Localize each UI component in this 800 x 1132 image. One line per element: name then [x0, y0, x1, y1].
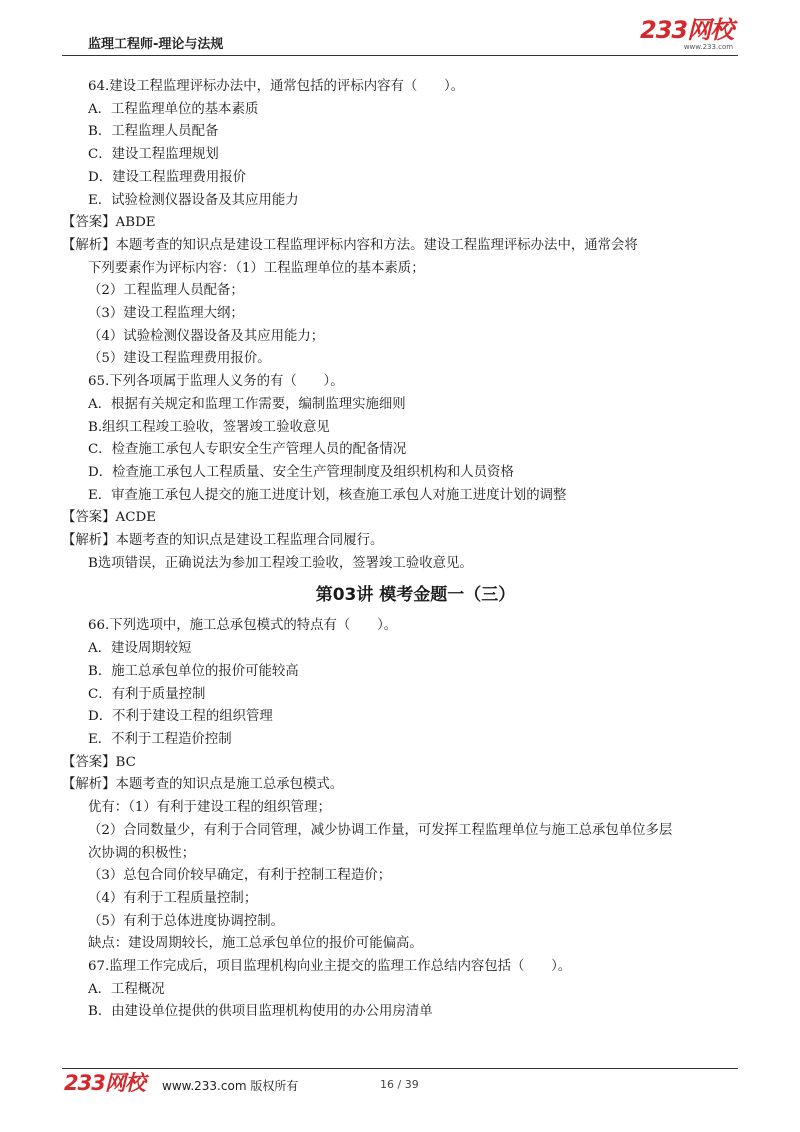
text-line: 【答案】BC: [62, 754, 136, 770]
section-title: 第03讲 模考金题一（三）: [315, 585, 516, 606]
header-rule: [62, 55, 738, 56]
text-line: （5）有利于总体进度协调控制。: [88, 913, 284, 929]
text-line: 67.监理工作完成后，项目监理机构向业主提交的监理工作总结内容包括（ ）。: [88, 959, 572, 975]
text-line: （4）有利于工程质量控制；: [88, 890, 258, 906]
footer-rule: [62, 1068, 738, 1069]
text-line: E．审查施工承包人提交的施工进度计划，核查施工承包人对施工进度计划的调整: [88, 487, 567, 503]
text-line: A．工程概况: [88, 981, 165, 997]
text-line: 【解析】本题考查的知识点是建设工程监理合同履行。: [62, 533, 384, 549]
text-line: E．不利于工程造价控制: [88, 731, 232, 747]
logo-wordmark: 233网校: [640, 16, 734, 44]
text-line: A．建设周期较短: [88, 641, 192, 657]
header-logo: [640, 18, 733, 51]
page-header: [0, 0, 800, 60]
text-line: 65.下列各项属于监理人义务的有（ ）。: [88, 374, 344, 390]
text-line: 次协调的积极性；: [88, 845, 196, 861]
footer-logo-wordmark: 233网校: [64, 1071, 145, 1095]
text-line: （2）工程监理人员配备；: [88, 283, 244, 299]
page-footer: [0, 1068, 800, 1108]
text-line: C．建设工程监理规划: [88, 147, 219, 163]
text-line: C．有利于质量控制: [88, 686, 206, 702]
text-line: D．建设工程监理费用报价: [88, 169, 247, 185]
page-number: 16 / 39: [380, 1078, 419, 1091]
question-block-64-65: [62, 76, 748, 575]
text-line: C．检查施工承包人专职安全生产管理人员的配备情况: [88, 442, 407, 458]
text-line: （3）建设工程监理大纲；: [88, 306, 244, 322]
text-line: 【解析】本题考查的知识点是建设工程监理评标内容和方法。建设工程监理评标办法中，通常会将: [62, 237, 638, 253]
question-block-66-67: [62, 615, 748, 1024]
text-line: 66.下列选项中，施工总承包模式的特点有（ ）。: [88, 618, 398, 634]
text-line: 64.建设工程监理评标办法中，通常包括的评标内容有（ ）。: [88, 79, 465, 94]
text-line: 【答案】ABDE: [62, 215, 156, 231]
text-line: 【答案】ACDE: [62, 510, 156, 526]
text-line: （2）合同数量少，有利于合同管理，减少协调工作量，可发挥工程监理单位与施工总承包单位多层: [88, 822, 673, 838]
text-line: B．由建设单位提供的供项目监理机构使用的办公用房清单: [88, 1004, 433, 1020]
text-line: D．不利于建设工程的组织管理: [88, 709, 273, 725]
footer-logo: [64, 1073, 145, 1094]
text-line: E．试验检测仪器设备及其应用能力: [88, 192, 299, 208]
text-line: B选项错误，正确说法为参加工程竣工验收，签署竣工验收意见。: [88, 555, 473, 571]
document-body: [62, 76, 748, 1024]
text-line: A．工程监理单位的基本素质: [88, 101, 259, 117]
text-line: D．检查施工承包人工程质量、安全生产管理制度及组织机构和人员资格: [88, 464, 514, 480]
logo-url: www.233.com: [683, 43, 734, 51]
text-line: B．施工总承包单位的报价可能较高: [88, 663, 299, 679]
text-line: 优有：（1）有利于建设工程的组织管理；: [88, 800, 331, 816]
copyright-text: www.233.com 版权所有: [162, 1079, 299, 1093]
text-line: 【解析】本题考查的知识点是施工总承包模式。: [62, 777, 344, 793]
text-line: 下列要素作为评标内容：（1）工程监理单位的基本素质；: [88, 260, 425, 276]
text-line: （5）建设工程监理费用报价。: [88, 351, 271, 367]
text-line: （4）试验检测仪器设备及其应用能力；: [88, 328, 325, 344]
text-line: B．工程监理人员配备: [88, 124, 219, 140]
text-line: 缺点：建设周期较长，施工总承包单位的报价可能偏高。: [88, 936, 423, 952]
text-line: A．根据有关规定和监理工作需要，编制监理实施细则: [88, 396, 406, 412]
document-title: 监理工程师-理论与法规: [88, 37, 224, 52]
text-line: （3）总包合同价较早确定，有利于控制工程造价；: [88, 868, 392, 884]
text-line: B.组织工程竣工验收，签署竣工验收意见: [88, 419, 330, 435]
